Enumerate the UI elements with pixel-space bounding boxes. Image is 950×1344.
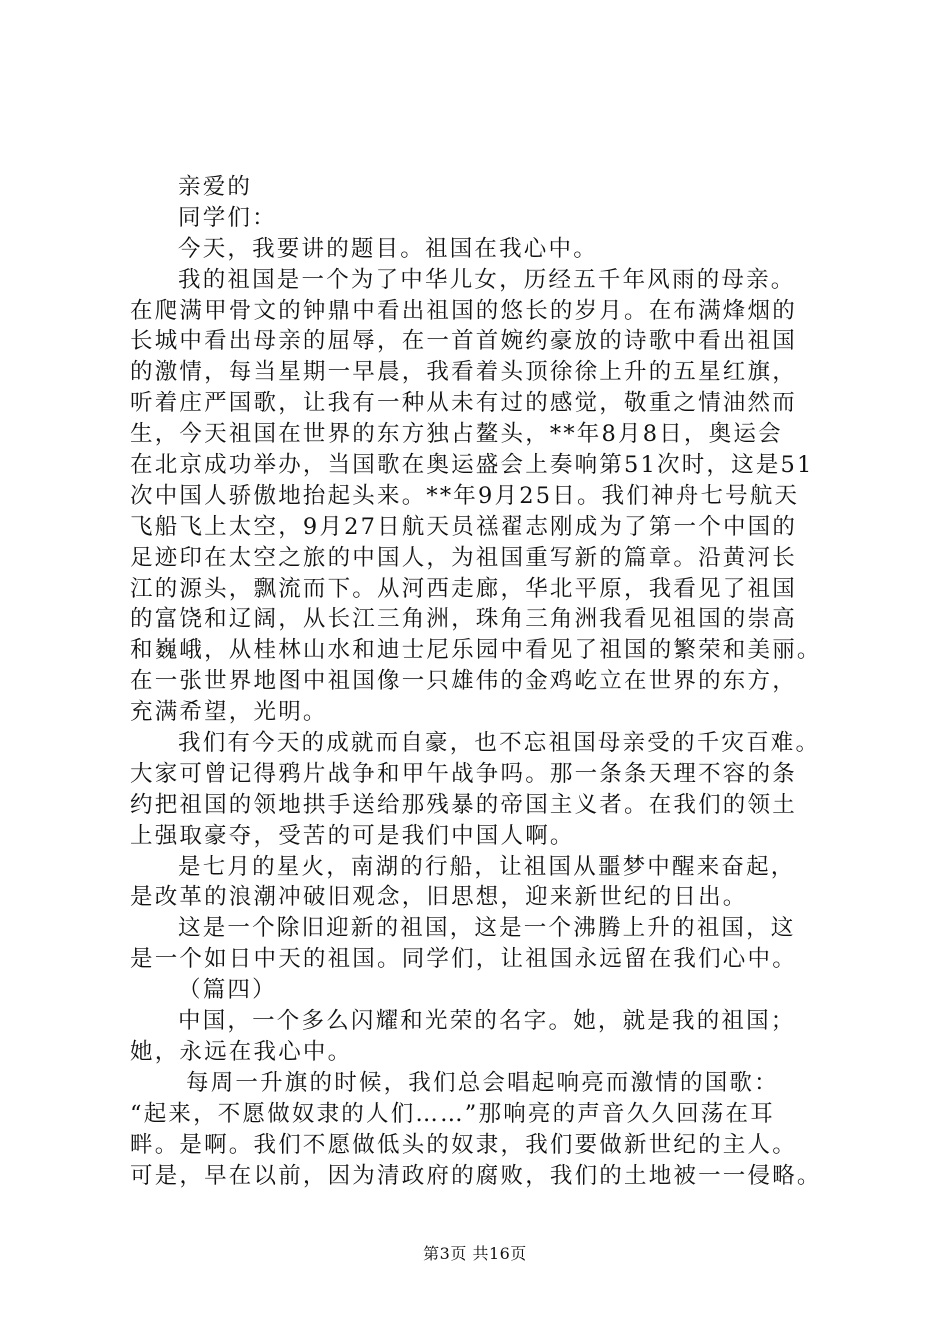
text-line: 足迹印在太空之旅的中国人，为祖国重写新的篇章。沿黄河长 [130, 544, 797, 571]
text-line: 畔。是啊。我们不愿做低头的奴隶，我们要做新世纪的主人。 [130, 1131, 797, 1158]
text-line: 是七月的星火，南湖的行船，让祖国从噩梦中醒来奋起， [178, 853, 796, 880]
text-line: 同学们： [178, 204, 277, 231]
text-line: 在北京成功举办，当国歌在奥运盛会上奏响第51次时，这是51 [130, 452, 814, 479]
text-line: 她，永远在我心中。 [130, 1038, 353, 1065]
text-line: 每周一升旗的时候，我们总会唱起响亮而激情的国歌： [186, 1069, 779, 1096]
text-line: 次中国人骄傲地抬起头来。**年9月25日。我们神舟七号航天 [130, 482, 800, 509]
text-line: 飞船飞上太空，9月27日航天员禚翟志刚成为了第一个中国的 [130, 513, 798, 540]
section-heading: （篇四） [178, 977, 277, 1004]
text-line: 充满希望，光明。 [130, 699, 328, 726]
text-line: 是一个如日中天的祖国。同学们，让祖国永远留在我们心中。 [130, 946, 797, 973]
text-line: 可是，早在以前，因为清政府的腐败，我们的土地被一一侵略。 [130, 1162, 822, 1189]
text-line: 生，今天祖国在世界的东方独占鳌头，**年8月8日，奥运会 [130, 421, 783, 448]
text-line: 我的祖国是一个为了中华儿女，历经五千年风雨的母亲。 [178, 266, 796, 293]
text-line: 约把祖国的领地拱手送给那残暴的帝国主义者。在我们的领土 [130, 791, 797, 818]
text-line: 听着庄严国歌，让我有一种从未有过的感觉，敬重之情油然而 [130, 390, 797, 417]
text-line: 江的源头，飘流而下。从河西走廊，华北平原，我看见了祖国 [130, 575, 797, 602]
text-line: 在一张世界地图中祖国像一只雄伟的金鸡屹立在世界的东方， [130, 668, 797, 695]
page-number-footer: 第3页 共16页 [423, 1244, 527, 1263]
text-line: 亲爱的 [178, 174, 253, 200]
text-line: 上强取豪夺，受苦的可是我们中国人啊。 [130, 822, 575, 849]
text-line: 长城中看出母亲的屈辱，在一首首婉约豪放的诗歌中看出祖国 [130, 328, 797, 355]
text-line: 是改革的浪潮冲破旧观念，旧思想，迎来新世纪的日出。 [130, 884, 748, 911]
text-line: 的激情，每当星期一早晨，我看着头顶徐徐上升的五星红旗， [130, 359, 797, 386]
document-body [130, 172, 830, 1191]
text-line: 大家可曾记得鸦片战争和甲午战争吗。那一条条天理不容的条 [130, 760, 797, 787]
text-line: 今天，我要讲的题目。祖国在我心中。 [178, 235, 598, 262]
text-line: 中国，一个多么闪耀和光荣的名字。她，就是我的祖国； [178, 1008, 796, 1035]
text-line: “起来，不愿做奴隶的人们……”那响亮的声音久久回荡在耳 [130, 1100, 775, 1127]
text-line: 在爬满甲骨文的钟鼎中看出祖国的悠长的岁月。在布满烽烟的 [130, 297, 797, 324]
text-line: 和巍峨，从桂林山水和迪士尼乐园中看见了祖国的繁荣和美丽。 [130, 637, 822, 664]
text-line: 的富饶和辽阔，从长江三角洲，珠角三角洲我看见祖国的崇高 [130, 606, 797, 633]
text-line: 我们有今天的成就而自豪，也不忘祖国母亲受的千灾百难。 [178, 730, 821, 757]
text-line: 这是一个除旧迎新的祖国，这是一个沸腾上升的祖国，这 [178, 915, 796, 942]
